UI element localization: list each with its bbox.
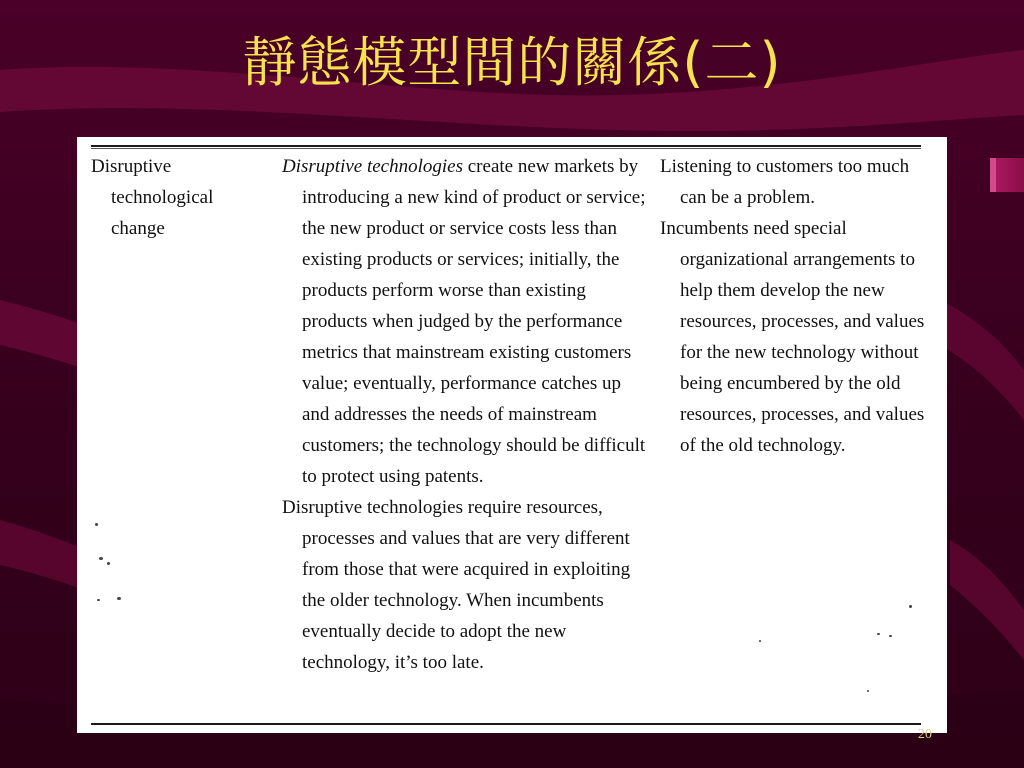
implication-paragraph-1: Listening to customers too much can be a problem. bbox=[660, 156, 910, 208]
slide-title: 靜態模型間的關係(二) bbox=[242, 31, 782, 94]
italic-term: Disruptive technologies bbox=[282, 156, 463, 177]
column-implications bbox=[660, 151, 940, 461]
implication-paragraph-2: Incumbents need special organizational arrangements to help them develop the new resources, processes, and values for the new technology without being encumbered by the old resources, processes, and values of the old technology. bbox=[660, 218, 925, 456]
scanned-table bbox=[77, 137, 947, 733]
scan-speck bbox=[107, 562, 110, 565]
column-description bbox=[282, 151, 652, 678]
table-top-rule bbox=[91, 145, 921, 147]
paragraph-1-body: create new markets by introducing a new kind of product or service; the new product or service costs less than existing products or services; initially, the products perform worse than existing products when judged by the performance metrics that mainstream existing customers value; eventually, performance catches up and addresses the needs of mainstream customers; the technology should be difficult to protect using patents. bbox=[302, 156, 646, 487]
scan-speck bbox=[867, 690, 869, 692]
scan-speck bbox=[117, 597, 121, 600]
table-top-rule-thin bbox=[91, 148, 921, 149]
description-paragraph-1 bbox=[282, 151, 652, 492]
scan-speck bbox=[97, 599, 100, 601]
term-label: Disruptive technological change bbox=[91, 156, 214, 239]
scan-speck bbox=[99, 557, 103, 560]
scan-speck bbox=[877, 633, 880, 635]
scan-speck bbox=[95, 523, 98, 526]
table-bottom-rule bbox=[91, 723, 921, 725]
scan-speck bbox=[909, 605, 912, 608]
scan-speck bbox=[759, 640, 761, 642]
accent-tab-shadow bbox=[990, 158, 996, 192]
column-term bbox=[91, 151, 261, 244]
page-number: 20 bbox=[918, 727, 932, 742]
description-paragraph-2: Disruptive technologies require resources, processes and values that are very different from those that were acquired in exploiting the older technology. When incumbents eventually decide to adopt the new technology, it’s too late. bbox=[282, 497, 631, 673]
scan-speck bbox=[889, 635, 892, 637]
